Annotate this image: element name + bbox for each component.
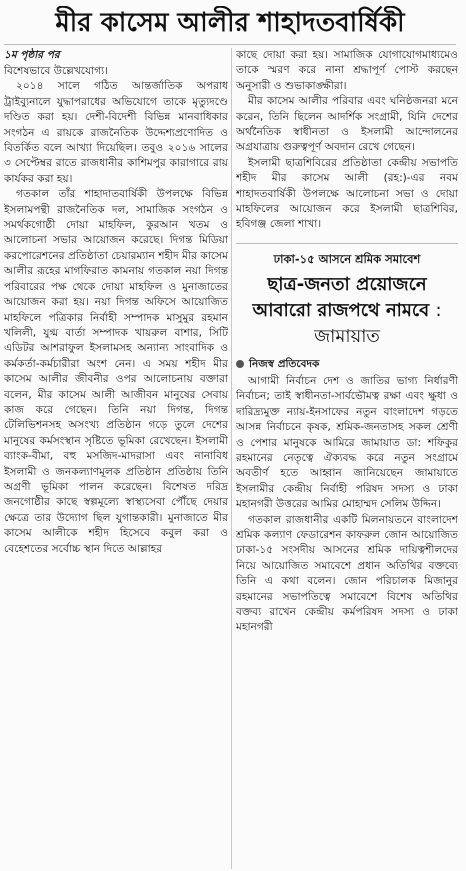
story-paragraph: গতকাল রাজধানীর একটি মিলনায়তনে বাংলাদেশ শ্রমিক কল্যাণ ফেডারেশন কাফরুল জোন আয়োজিত ঢাকা-১৫ সংসদীয় আসনের শ্রমিক দায়িত্বশীলদের নিয়ে আয়োজিত সমাবেশে প্রধান অতিথির বক্তব্যে তিনি এ কথা বলেন। জোন পরিচালক মিজানুর রহমানের সভাপতিত্বে সমাবেশে বিশেষ অতিথির বক্তব্য রাখেন কেন্দ্রীয় কর্মপরিষদ সদস্য ও ঢাকা মহানগরী [236, 513, 458, 634]
second-story [236, 243, 458, 636]
page-headline: মীর কাসেম আলীর শাহাদতবার্ষিকী [55, 8, 405, 38]
story-kicker: ঢাকা-১৫ আসনে শ্রমিক সমাবেশ [273, 251, 421, 266]
left-paragraph: বিশেষভাবে উল্লেখযোগ্য। [4, 65, 109, 77]
continuation-label: ১ম পৃষ্ঠার পর [4, 49, 60, 61]
story-headline [236, 272, 458, 350]
story-headline-text: ছাত্র-জনতা প্রয়োজনে আবারো রাজপথে নামবে [252, 273, 430, 321]
column-divider [231, 48, 232, 869]
story-paragraph: আগামী নির্বাচন দেশ ও জাতির ভাগ্য নির্ধারণী নির্বাচন; তাই স্বাধীনতা-সার্বভৌমত্ব রক্ষা এবং ক্ষুধা ও দারিদ্র্যমুক্ত ন্যায়-ইনসাফের নতুন বাংলাদেশ গড়তে আসন্ন নির্বাচনে কৃষক, শ্রমিক-জনতাসহ সকল শ্রেণী ও পেশার মানুষকে আমিরে জামায়াত ডা: শফিকুর রহমানের নেতৃত্বে ঐক্যবদ্ধ করে নতুন সংগ্রামে অবতীর্ণ হতে আহ্বান জানিয়েছেন জামায়াতে ইসলামীর কেন্দ্রীয় নির্বাহী পরিষদ সদস্য ও ঢাকা মহানগরী উত্তরের আমির মোহাম্মদ সেলিম উদ্দিন। [236, 374, 458, 511]
left-paragraph: গতকাল তাঁর শাহাদাতবার্ষিকী উপলক্ষে বিভিন্ন ইসলামপন্থী রাজনৈতিক দল, সামাজিক সংগঠন ও সমর্থকগোষ্ঠী দোয়া মাহফিল, কুরআন খতম ও আলোচনা সভার আয়োজন করেছে। দিগন্ত মিডিয়া করপোরেশনের প্রতিষ্ঠাতা চেয়ারম্যান শহীদ মীর কাসেম আলীর রূহের মাগফিরাত কামনায় গতকাল নয়া দিগন্ত পরিবারের পক্ষ থেকে দোয়া মাহফিল ও মুনাজাতের আয়োজন করা হয়। নয়া দিগন্ত অফিসে আয়োজিত মাহফিলে পত্রিকার নির্বাহী সম্পাদক মাসুমুর রহমান খলিলী, যুগ্ম বার্তা সম্পাদক খায়রুল বাশার, সিটি এডিটর আশরাফুল ইসলামসহ অন্যান্য সাংবাদিক ও কর্মকর্তা-কর্মচারীরা অংশ নেন। এ সময় শহীদ মীর কাসেম আলীর জীবনীর ওপর আলোচনায় বক্তারা বলেন, মীর কাসেম আলী আজীবন মানুষের সেবায় কাজ করে গেছেন। তিনি নয়া দিগন্ত, দিগন্ত টেলিভিশনসহ অসংখ্য প্রতিষ্ঠান গড়ে তুলে দেশের মানুষের কর্মসংস্থান সৃষ্টিতে ভূমিকা রেখেছেন। ইসলামী ব্যাংক-বীমা, বহু মসজিদ-মাদরাসা এবং নানাবিধ ইসলামী ও জনকল্যাণমূলক প্রতিষ্ঠান প্রতিষ্ঠায় তিনি অগ্রণী ভূমিকা পালন করেছেন। বিশেষত দরিদ্র জনগোষ্ঠীর কাছে স্বল্পমূল্যে স্বাস্থ্যসেবা পৌঁছে দেয়ার ক্ষেত্রে তার উদ্যোগ ছিল যুগান্তকারী। মুনাজাতে মীর কাসেম আলীকে শহীদ হিসেবে কবুল করা ও বেহেশতের সর্বোচ্চ স্থান দিতে আল্লাহর [4, 188, 228, 555]
headline-bar [4, 2, 456, 45]
right-paragraph: ইসলামী ছাত্রশিবিরের প্রতিষ্ঠাতা কেন্দ্রীয় সভাপতি শহীদ মীর কাসেম আলী (রহ:)-এর নবম শাহাদতবার্ষিকী উপলক্ষে আলোচনা সভা ও দোয়া মাহফিলের আয়োজন করে ইসলামী ছাত্রশিবির, হবিগঞ্জ জেলা শাখা। [236, 156, 458, 231]
story-attribution: : জামায়াত [314, 299, 442, 347]
left-column [4, 48, 228, 869]
byline-text: নিজস্ব প্রতিবেদক [249, 357, 320, 370]
right-column [236, 48, 458, 869]
bullet-icon [236, 360, 244, 368]
left-paragraph: ২০১৪ সালে গঠিত আন্তর্জাতিক অপরাধ ট্রাইব্যুনালে যুদ্ধাপরাধের অভিযোগে তাকে মৃত্যুদণ্ডে দণ্ডিত করা হয়। দেশী-বিদেশী বিভিন্ন মানবাধিকার সংগঠন এ রায়কে রাজনৈতিক উদ্দেশ্যপ্রণোদিত ও বিতর্কিত বলে আখ্যা দিয়েছিল। তবুও ২০১৬ সালের ৩ সেপ্টেম্বর রাতে রাজধানীর কাশিমপুর কারাগারে রায় কার্যকর করা হয়। [4, 80, 228, 185]
story-byline [236, 356, 458, 372]
right-paragraph: মীর কাসেম আলীর পরিবার এবং ঘনিষ্ঠজনরা মনে করেন, তিনি ছিলেন আদর্শিক সংগ্রামী, যিনি দেশের অর্থনৈতিক স্বাধীনতা ও ইসলামী আন্দোলনের অগ্রযাত্রায় গুরুত্বপূর্ণ অবদান রেখে গেছেন। [236, 95, 458, 154]
right-paragraph: কাছে দোয়া করা হয়। সামাজিক যোগাযোগমাধ্যমেও তাকে স্মরণ করে নানা শ্রদ্ধাপূর্ণ পোস্ট করছেন অনুসারী ও শুভাকাঙ্ক্ষীরা। [236, 49, 458, 92]
